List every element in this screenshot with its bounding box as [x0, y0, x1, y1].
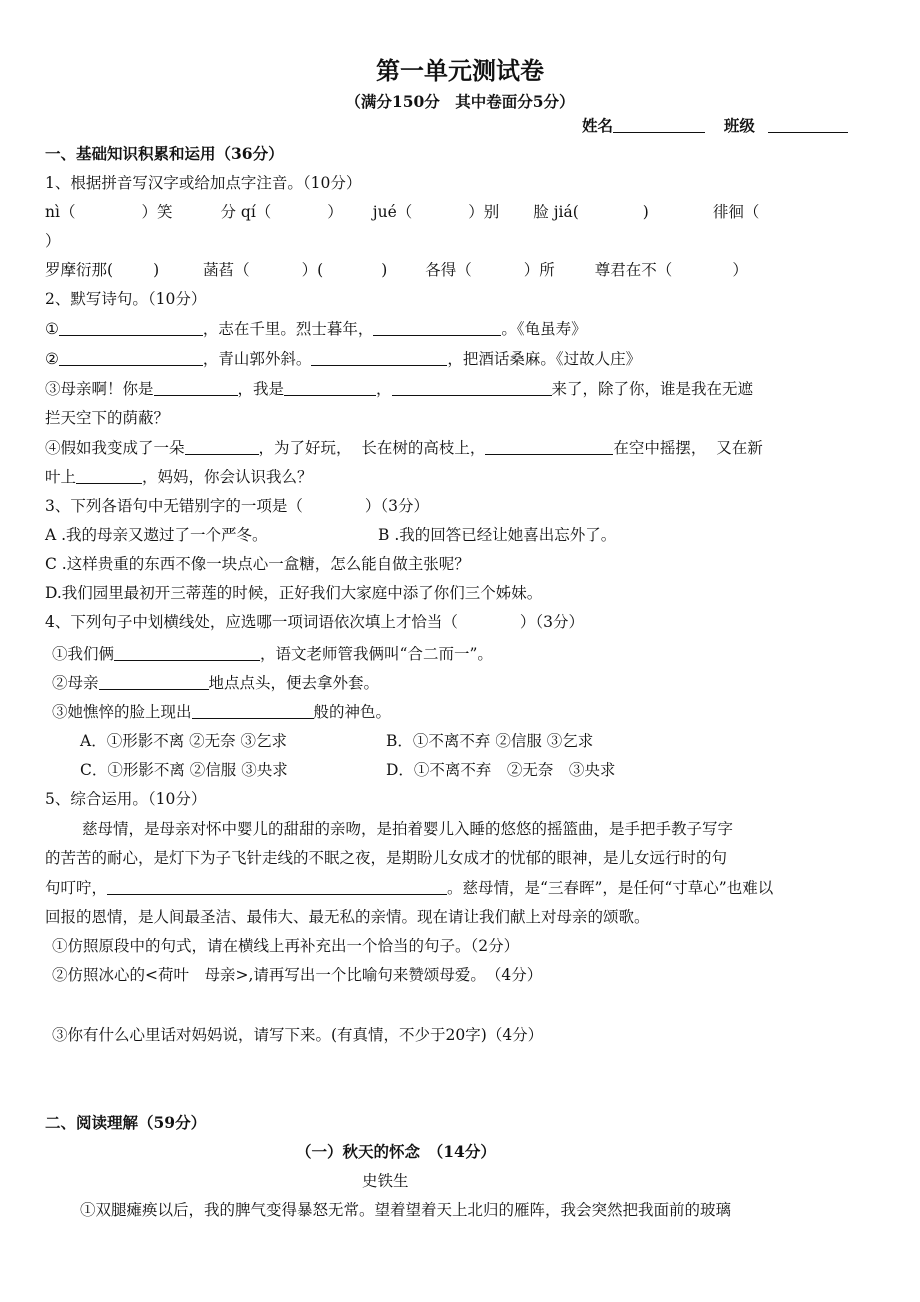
q4-option-a: A．①形影不离 ②无奈 ③乞求 — [80, 732, 288, 750]
q1-qi-open: 分 qí（ — [220, 203, 272, 221]
name-blank[interactable] — [613, 115, 705, 133]
q1-handan-close: ) — [381, 261, 388, 279]
q4-s1-a: ①我们俩 — [52, 645, 115, 663]
score-note: （满分150分 其中卷面分5分） — [345, 92, 575, 111]
q2-l2-text: ，青山郭外斜。 — [202, 350, 312, 368]
q4-s1-b: ，语文老师管我俩叫“合二而一”。 — [260, 645, 493, 663]
q2-l3-blank3[interactable] — [392, 378, 552, 396]
q3-option-d: D.我们园里最初开三蒂莲的时候，正好我们大家庭中添了你们三个姊妹。 — [45, 584, 543, 602]
q2-line4 — [45, 437, 763, 459]
q2-l3-blank1[interactable] — [154, 378, 238, 396]
q4-s2-b: 地点点头，便去拿外套。 — [208, 674, 380, 692]
class-blank[interactable] — [768, 115, 848, 133]
q1-jue-open: jué（ — [372, 203, 413, 221]
q2-l2-source: ，把酒话桑麻。《过故人庄》 — [447, 350, 642, 368]
q5-para-line3 — [45, 877, 773, 899]
q2-l4-blank2[interactable] — [485, 437, 613, 455]
q1-handan-open: 菡萏（ — [203, 261, 250, 279]
q4-option-b: B．①不离不弃 ②信服 ③乞求 — [386, 732, 594, 750]
q4-option-c: C．①形影不离 ②信服 ③央求 — [80, 761, 288, 779]
q3-option-b: B .我的回答已经让她喜出忘外了。 — [378, 526, 617, 544]
q1-gede-close: ）所 — [523, 261, 555, 279]
q2-l1-text: ，志在千里。烈士暮年， — [202, 320, 374, 338]
q1-luomo-close: ) — [153, 261, 160, 279]
q4-s3-a: ③她憔悴的脸上现出 — [52, 703, 192, 721]
q2-l4-blank1[interactable] — [185, 437, 259, 455]
q2-l2-num: ② — [45, 350, 59, 368]
passage-author: 史铁生 — [362, 1172, 409, 1190]
q5-p3-a: 句叮咛， — [45, 879, 108, 897]
q5-para-line1: 慈母情，是母亲对怀中婴儿的甜甜的亲吻，是拍着婴儿入睡的悠悠的摇篮曲，是手把手教子写字 — [82, 820, 734, 838]
q1-handan-mid: ）( — [301, 261, 324, 279]
q2-l1-blank1[interactable] — [59, 318, 203, 336]
q5-para-blank[interactable] — [107, 877, 447, 895]
q5-para-line2: 的苦苦的耐心，是灯下为子飞针走线的不眠之夜，是期盼儿女成才的忧郁的眼神，是儿女远行时的句 — [45, 849, 728, 867]
q2-l3-d: 来了，除了你，谁是我在无遮 — [551, 380, 754, 398]
q4-sentence1 — [52, 643, 493, 665]
section2-heading: 二、阅读理解（59分） — [45, 1113, 207, 1132]
q4-s2-a: ②母亲 — [52, 674, 99, 692]
q1-gede-open: 各得（ — [425, 261, 472, 279]
q2-l1-source: 。《龟虽寿》 — [501, 320, 587, 338]
q4-option-d: D．①不离不弃 ②无奈 ③央求 — [386, 761, 616, 779]
q2-l1-blank2[interactable] — [373, 318, 501, 336]
q2-l4-b: ，为了好玩， 长在树的高枝上， — [258, 439, 486, 457]
q4-s3-blank[interactable] — [192, 701, 314, 719]
passage-para1: ①双腿瘫痪以后，我的脾气变得暴怒无常。望着望着天上北归的雁阵，我会突然把我面前的玻璃 — [80, 1201, 732, 1219]
q2-line2 — [45, 348, 641, 370]
q5-prompt: 5、综合运用。（10分） — [45, 790, 207, 808]
q1-zunjun-open: 尊君在不（ — [594, 261, 673, 279]
q1-jia-open: 脸 jiá( — [533, 203, 579, 221]
q3-prompt: 3、下列各语句中无错别字的一项是（ ）（3分） — [45, 497, 429, 515]
q4-s1-blank[interactable] — [114, 643, 260, 661]
q5-sub3: ③你有什么心里话对妈妈说，请写下来。(有真情，不少于20字)（4分） — [52, 1026, 544, 1044]
q2-l3-c: ， — [376, 380, 392, 398]
q2-l4-a: ④假如我变成了一朵 — [45, 439, 185, 457]
q1-ni-close: ）笑 — [141, 203, 173, 221]
q2-l4b-b: ，妈妈，你会认识我么？ — [142, 468, 313, 486]
q2-l4b-a: 叶上 — [45, 468, 77, 486]
q2-line3 — [45, 378, 753, 400]
page-title: 第一单元测试卷 — [376, 56, 544, 85]
q1-luomo-open: 罗摩衍那( — [45, 261, 114, 279]
class-label: 班级 — [723, 116, 755, 135]
q2-l3-blank2[interactable] — [284, 378, 376, 396]
q5-para-line4: 回报的恩情，是人间最圣洁、最伟大、最无私的亲情。现在请让我们献上对母亲的颂歌。 — [45, 908, 650, 926]
q1-qi-close: ） — [327, 203, 343, 221]
q3-option-a: A .我的母亲又遨过了一个严冬。 — [45, 526, 268, 544]
q1-row1-wrap: ） — [45, 232, 61, 250]
q1-jia-close: ) — [642, 203, 649, 221]
q5-sub1: ①仿照原段中的句式，请在横线上再补充出一个恰当的句子。（2分） — [52, 937, 520, 955]
q1-ni-open: nì（ — [45, 203, 76, 221]
name-label: 姓名 — [582, 116, 614, 135]
q5-p3-b: 。慈母情，是“三春晖”，是任何“寸草心”也难以 — [447, 879, 774, 897]
q1-jue-close: ）别 — [468, 203, 500, 221]
q3-option-c: C .这样贵重的东西不像一块点心一盒糖，怎么能自做主张呢？ — [45, 555, 470, 573]
name-class-row — [582, 114, 848, 136]
q2-l4-blank3[interactable] — [76, 466, 142, 484]
passage-title: （一）秋天的怀念 （14分） — [296, 1142, 496, 1161]
q2-l3-b: ，我是 — [237, 380, 285, 398]
q1-prompt: 1、根据拼音写汉字或给加点字注音。（10分） — [45, 174, 362, 192]
q2-line3-wrap: 拦天空下的荫蔽？ — [45, 409, 170, 427]
q2-line1 — [45, 318, 587, 340]
q5-sub2: ②仿照冰心的<荷叶 母亲>,请再写出一个比喻句来赞颂母爱。 （4分） — [52, 966, 543, 984]
q1-row1 — [45, 201, 759, 223]
section1-heading: 一、基础知识积累和运用（36分） — [45, 144, 284, 163]
q4-sentence3 — [52, 701, 391, 723]
q1-row2 — [45, 259, 748, 281]
q2-l4-c: 在空中摇摆， 又在新 — [613, 439, 763, 457]
q4-prompt: 4、下列句子中划横线处，应选哪一项词语依次填上才恰当（ ）（3分） — [45, 613, 584, 631]
q2-prompt: 2、默写诗句。（10分） — [45, 290, 207, 308]
q2-l2-blank1[interactable] — [59, 348, 203, 366]
q2-l1-num: ① — [45, 320, 59, 338]
q1-zunjun-close: ） — [732, 261, 748, 279]
q4-s2-blank[interactable] — [99, 672, 209, 690]
q2-l3-a: ③母亲啊！你是 — [45, 380, 154, 398]
q4-s3-b: 般的神色。 — [313, 703, 392, 721]
q2-l2-blank2[interactable] — [311, 348, 447, 366]
q4-sentence2 — [52, 672, 379, 694]
q2-line4-wrap — [45, 466, 313, 488]
q1-paihuai-open: 徘徊（ — [712, 203, 760, 221]
